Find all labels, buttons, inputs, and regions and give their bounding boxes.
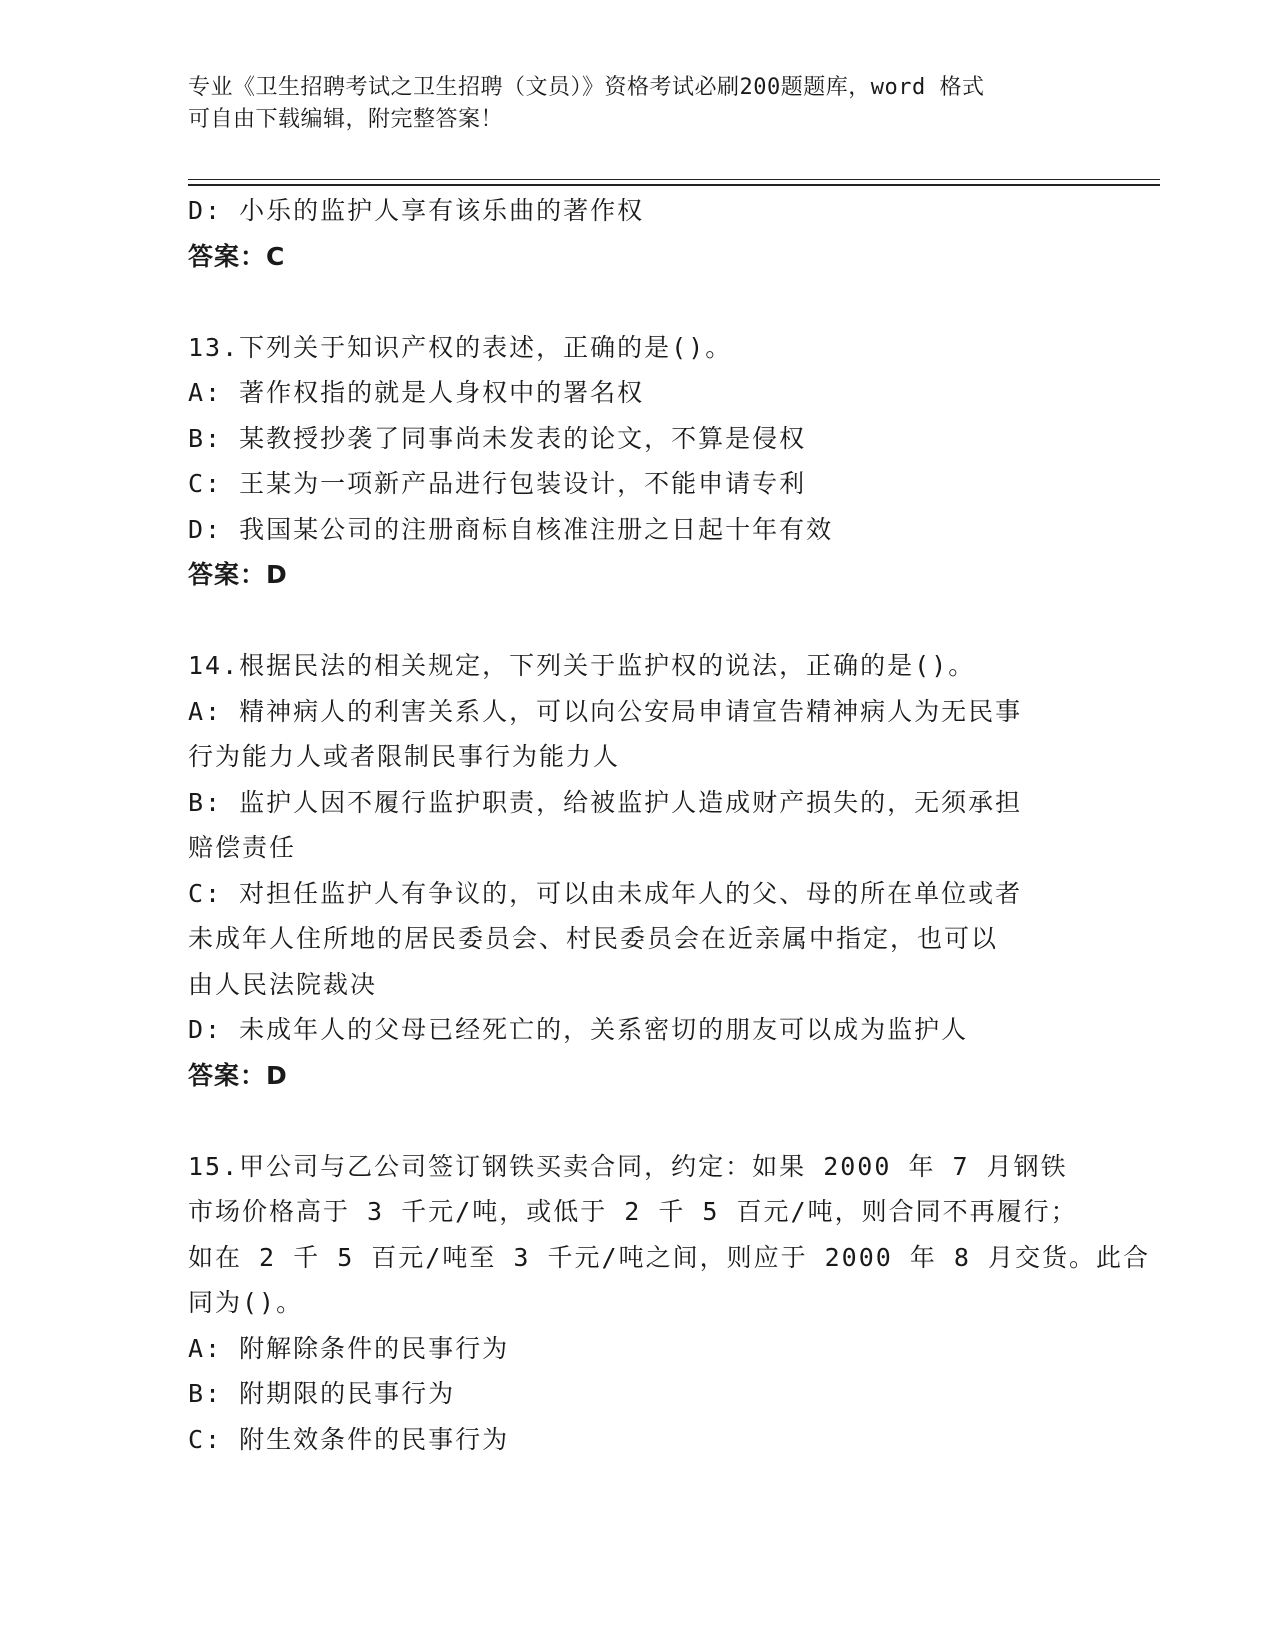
answer-label: 答案：D [188, 560, 288, 589]
question-stem: 14.根据民法的相关规定，下列关于监护权的说法，正确的是()。 [188, 651, 976, 680]
question-content [188, 188, 1151, 1462]
option-d: D: 我国某公司的注册商标自核准注册之日起十年有效 [188, 514, 834, 544]
option-c-line-3: 由人民法院裁决 [188, 969, 378, 999]
question-14 [188, 643, 1088, 1098]
question-15 [188, 1144, 1151, 1463]
option-d: D: 小乐的监护人享有该乐曲的著作权 [188, 196, 645, 225]
option-c-line-2: 未成年人住所地的居民委员会、村民委员会在近亲属中指定，也可以 [188, 924, 999, 953]
header-title-line-2: 可自由下载编辑，附完整答案！ [188, 107, 504, 132]
option-a-line-1: A: 精神病人的利害关系人，可以向公安局申请宣告精神病人为无民事 [188, 696, 1023, 726]
option-a: A: 附解除条件的民事行为 [188, 1333, 510, 1363]
answer-label: 答案：C [188, 241, 286, 271]
option-c: C: 附生效条件的民事行为 [188, 1424, 510, 1454]
question-stem-line-4: 同为()。 [188, 1288, 304, 1317]
answer-label: 答案：D [188, 1060, 288, 1090]
option-b-line-1: B: 监护人因不履行监护职责，给被监护人造成财产损失的，无须承担 [188, 787, 1023, 817]
option-a-line-2: 行为能力人或者限制民事行为能力人 [188, 742, 621, 771]
option-b-line-2: 赔偿责任 [188, 833, 297, 862]
page-header [188, 72, 1088, 136]
question-stem-line-2: 市场价格高于 3 千元/吨，或低于 2 千 5 百元/吨，则合同不再履行； [188, 1197, 1078, 1226]
question-13 [188, 325, 1088, 598]
option-c: C: 王某为一项新产品进行包装设计，不能申请专利 [188, 469, 807, 498]
option-c-line-1: C: 对担任监护人有争议的，可以由未成年人的父、母的所在单位或者 [188, 878, 1023, 908]
question-stem-line-1: 15.甲公司与乙公司签订钢铁买卖合同，约定：如果 2000 年 7 月钢铁 [188, 1151, 1068, 1181]
option-b: B: 附期限的民事行为 [188, 1379, 456, 1408]
spacer [188, 1098, 1088, 1144]
spacer [188, 279, 1088, 325]
header-divider-thin [188, 179, 1160, 180]
header-divider-thick [188, 184, 1160, 186]
spacer [188, 598, 1088, 644]
question-stem: 13.下列关于知识产权的表述，正确的是()。 [188, 332, 733, 362]
question-stem-line-3: 如在 2 千 5 百元/吨至 3 千元/吨之间，则应于 2000 年 8 月交货。此合 [188, 1242, 1151, 1272]
question-12-tail [188, 188, 1088, 279]
option-d: D: 未成年人的父母已经死亡的，关系密切的朋友可以成为监护人 [188, 1015, 969, 1044]
option-a: A: 著作权指的就是人身权中的署名权 [188, 378, 645, 407]
option-b: B: 某教授抄袭了同事尚未发表的论文，不算是侵权 [188, 423, 807, 453]
header-title-line-1: 专业《卫生招聘考试之卫生招聘（文员）》资格考试必刷200题题库，word 格式 [188, 75, 985, 100]
